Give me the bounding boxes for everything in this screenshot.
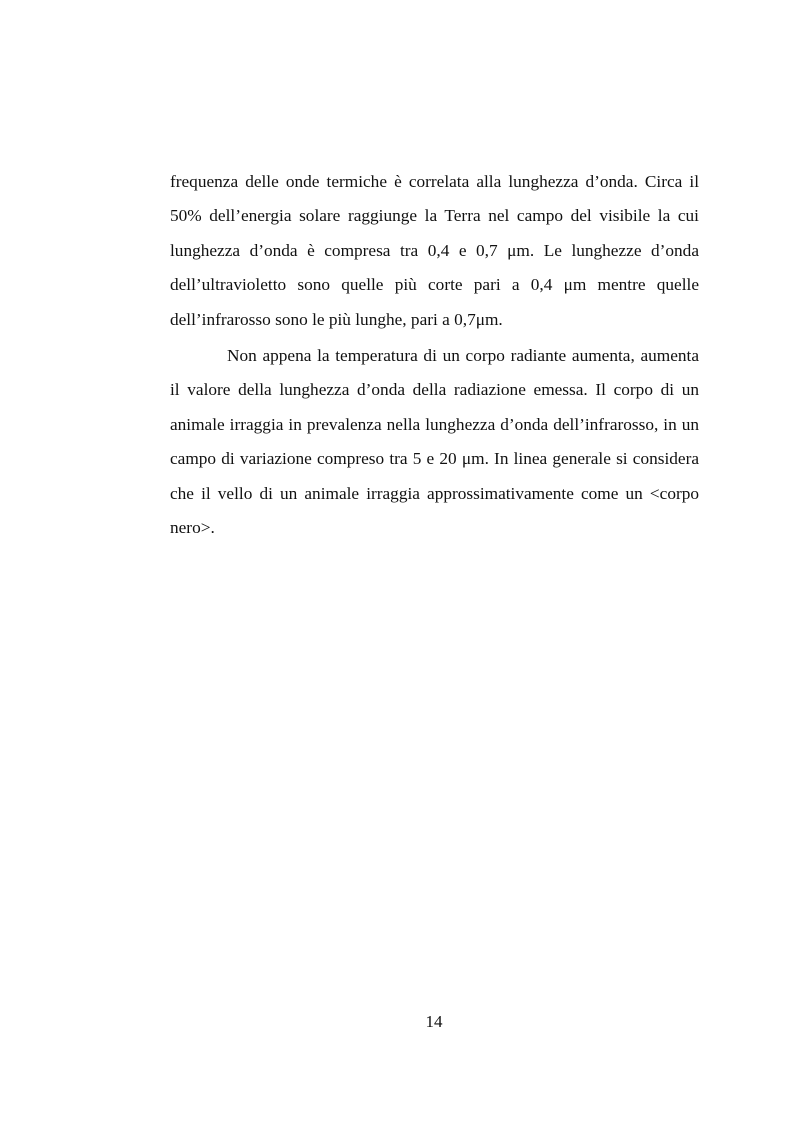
page-number: 14 bbox=[425, 1012, 443, 1031]
body-text bbox=[170, 165, 699, 545]
paragraph-2: Non appena la temperatura di un corpo radiante aumenta, aumenta il valore della lunghezza d’onda della radiazione emessa. Il corpo di un animale irraggia in prevalenza nella lunghezza d’onda dell’infrarosso, in un campo di variazione compreso tra 5 e 20 μm. In linea generale si considera che il vello di un animale irraggia approssimativamente come un <corpo nero>. bbox=[170, 346, 699, 538]
paragraph-1: frequenza delle onde termiche è correlata alla lunghezza d’onda. Circa il 50% dell’energia solare raggiunge la Terra nel campo del visibile la cui lunghezza d’onda è compresa tra 0,4 e 0,7 μm. Le lunghezze d’onda dell’ultravioletto sono quelle più corte pari a 0,4 μm mentre quelle dell’infrarosso sono le più lunghe, pari a 0,7μm. bbox=[170, 172, 699, 329]
